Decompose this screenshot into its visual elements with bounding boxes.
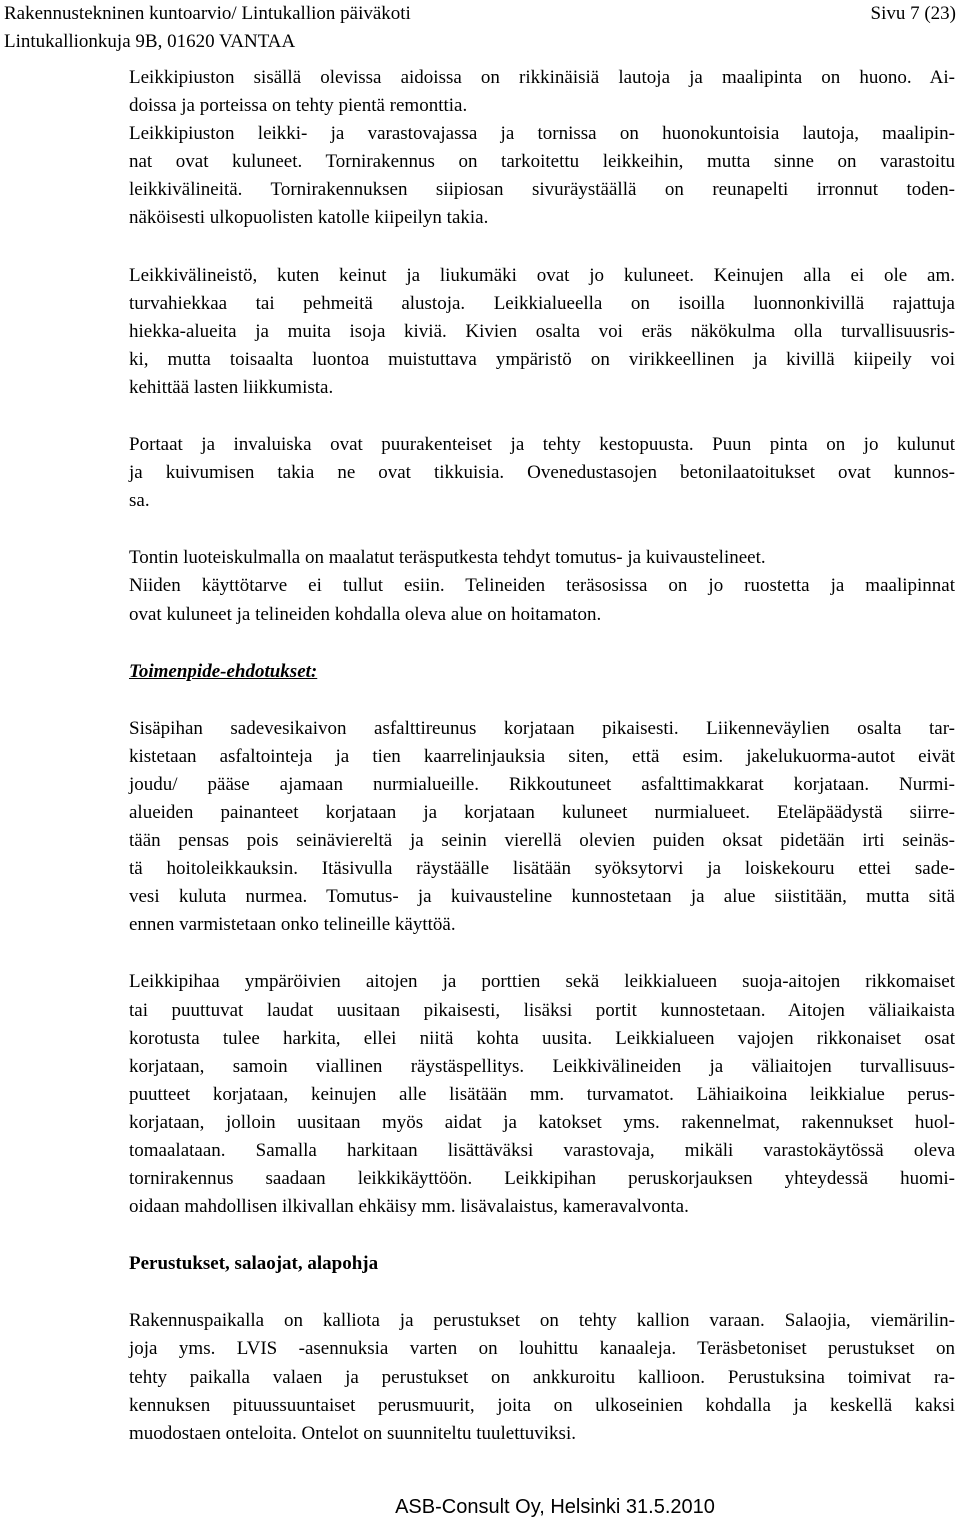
text-line: Tontin luoteiskulmalla on maalatut teräsputkesta tehdyt tomutus- ja kuivaustelineet. bbox=[129, 547, 766, 569]
text-line: Leikkivälineistö, kuten keinut ja liukumäki ovat jo kuluneet. Keinujen alla ei ole am. bbox=[129, 264, 955, 286]
text-line: tä hoitoleikkauksin. Itäsivulla räystäälle lisätään syöksytorvi ja loiskekouru ettei sade- bbox=[129, 858, 955, 880]
text-line: ja kuivumisen takia ne ovat tikkuisia. Ovenedustasojen betonilaatoitukset ovat kunnos- bbox=[129, 462, 955, 484]
document-title: Rakennustekninen kuntoarvio/ Lintukallion päiväkoti bbox=[4, 3, 411, 24]
text-line: Rakennuspaikalla on kalliota ja perustukset on tehty kallion varaan. Salaojia, viemärilin- bbox=[129, 1310, 955, 1332]
text-line: oidaan mahdollisen ilkivallan ehkäisy mm. lisävalaistus, kameravalvonta. bbox=[129, 1196, 689, 1218]
text-line: ennen varmistetaan onko telineille käyttöä. bbox=[129, 914, 456, 936]
text-line: Sisäpihan sadevesikaivon asfalttireunus korjataan pikaisesti. Liikenneväylien osalta tar- bbox=[129, 717, 955, 739]
text-line: Leikkipiuston sisällä olevissa aidoissa on rikkinäisiä lautoja ja maalipinta on huono. Ai- bbox=[129, 67, 955, 88]
text-line: kistetaan asfaltointeja ja tien kaarrelinjauksia siten, että esim. jakelukuorma-autot eivät bbox=[129, 745, 955, 767]
page-number: Sivu 7 (23) bbox=[870, 3, 956, 24]
text-line: muodostaen onteloita. Ontelot on suunniteltu tuulettuviksi. bbox=[129, 1422, 576, 1444]
text-line: näköisesti ulkopuolisten katolle kiipeilyn takia. bbox=[129, 207, 489, 229]
text-line: tai puuttuvat laudat uusitaan pikaisesti, lisäksi portit kunnostetaan. Aitojen väliaikaista bbox=[129, 999, 955, 1021]
text-line: Niiden käyttötarve ei tullut esiin. Telineiden teräsosissa on jo ruostetta ja maalipinnat bbox=[129, 575, 955, 597]
text-line: Leikkipiuston leikki- ja varastovajassa ja tornissa on huonokuntoisia lautoja, maalipin- bbox=[129, 123, 955, 145]
paragraph bbox=[129, 431, 955, 515]
text-line: Leikkipihaa ympäröivien aitojen ja porttien sekä leikkialueen suoja-aitojen rikkomaiset bbox=[129, 971, 955, 993]
text-line: tään pensas pois seinävierelt​ä ja seinin vierellä olevien puiden oksat pidetään irti seinäs- bbox=[129, 830, 955, 852]
paragraph bbox=[129, 64, 955, 233]
text-line: alueiden painanteet korjataan ja korjataan kuluneet nurmialueet. Eteläpäädystä siirre- bbox=[129, 801, 955, 823]
text-line: ovat kuluneet ja telineiden kohdalla oleva alue on hoitamaton. bbox=[129, 603, 602, 625]
paragraph bbox=[129, 715, 955, 940]
paragraph bbox=[129, 262, 955, 402]
text-line: leikkivälineitä. Tornirakennuksen siipiosan sivuräystäällä on reunapelti irronnut toden- bbox=[129, 179, 955, 201]
text-line: tomaalataan. Samalla harkitaan lisättäväksi varastovaja, mikäli varastokäytössä oleva bbox=[129, 1140, 955, 1161]
header-left bbox=[4, 0, 411, 56]
text-line: ki, mutta toisaalta luontoa muistuttava ympäristö on virikkeellinen ja kivillä kiipeily voi bbox=[129, 348, 955, 370]
text-line: Portaat ja invaluiska ovat puurakenteiset ja tehty kestopuusta. Puun pinta on jo kulunut bbox=[129, 434, 955, 456]
document-body bbox=[129, 64, 955, 1448]
text-line: puutteet korjataan, keinujen alle lisätään mm. turvamatot. Lähiaikoina leikkialue perus- bbox=[129, 1083, 955, 1105]
section-heading-toimenpide: Toimenpide-ehdotukset: bbox=[129, 660, 318, 682]
section-heading-perustukset: Perustukset, salaojat, alapohja bbox=[129, 1253, 379, 1275]
text-line: korjataan, samoin viallinen räystäspellitys. Leikkivälineiden ja väliaitojen turvallisuus- bbox=[129, 1055, 955, 1077]
text-line: tornirakennus saadaan leikkikäyttöön. Leikkipihan peruskorjauksen yhteydessä huomi- bbox=[129, 1168, 955, 1190]
text-line: kehittää lasten liikkumista. bbox=[129, 376, 334, 398]
text-line: kennuksen pituussuuntaiset perusmuurit, joita on ulkoseinien kohdalla ja keskellä kaksi bbox=[129, 1394, 955, 1416]
page-footer: ASB-Consult Oy, Helsinki 31.5.2010 bbox=[395, 1496, 715, 1518]
text-line: turvahiekkaa tai pehmeitä alustoja. Leikkialueella on isoilla luonnonkivillä rajattuja bbox=[129, 292, 955, 314]
paragraph bbox=[129, 968, 955, 1221]
text-line: joja yms. LVIS -asennuksia varten on louhittu kanaaleja. Teräsbetoniset perustukset on bbox=[129, 1338, 955, 1360]
text-line: joudu/ pääse ajamaan nurmialueille. Rikkoutuneet asfalttimakkarat korjataan. Nurmi- bbox=[129, 773, 955, 795]
text-line: tehty paikalla valaen ja perustukset on ankkuroitu kallioon. Perustuksina toimivat ra- bbox=[129, 1366, 955, 1388]
text-line: vesi kuluta nurmea. Tomutus- ja kuivausteline kunnostetaan ja alue siistitään, mutta sitä bbox=[129, 886, 955, 908]
text-line: hiekka-alueita ja muita isoja kiviä. Kivien osalta voi eräs näkökulma olla turvallisuusris- bbox=[129, 320, 955, 342]
text-line: sa. bbox=[129, 490, 150, 512]
text-line: korjataan, jolloin uusitaan myös aidat ja katokset yms. rakennelmat, rakennukset huol- bbox=[129, 1111, 955, 1133]
paragraph bbox=[129, 1307, 955, 1447]
text-line: korotusta tulee harkita, ellei niitä kohta uusita. Leikkialueen vajojen rikkonaiset osat bbox=[129, 1027, 955, 1049]
text-line: doissa ja porteissa on tehty pientä remonttia. bbox=[129, 95, 468, 117]
property-address: Lintukallionkuja 9B, 01620 VANTAA bbox=[4, 31, 296, 52]
paragraph bbox=[129, 544, 955, 628]
text-line: nat ovat kuluneet. Tornirakennus on tarkoitettu leikkeihin, mutta sinne on varastoitu bbox=[129, 151, 955, 173]
